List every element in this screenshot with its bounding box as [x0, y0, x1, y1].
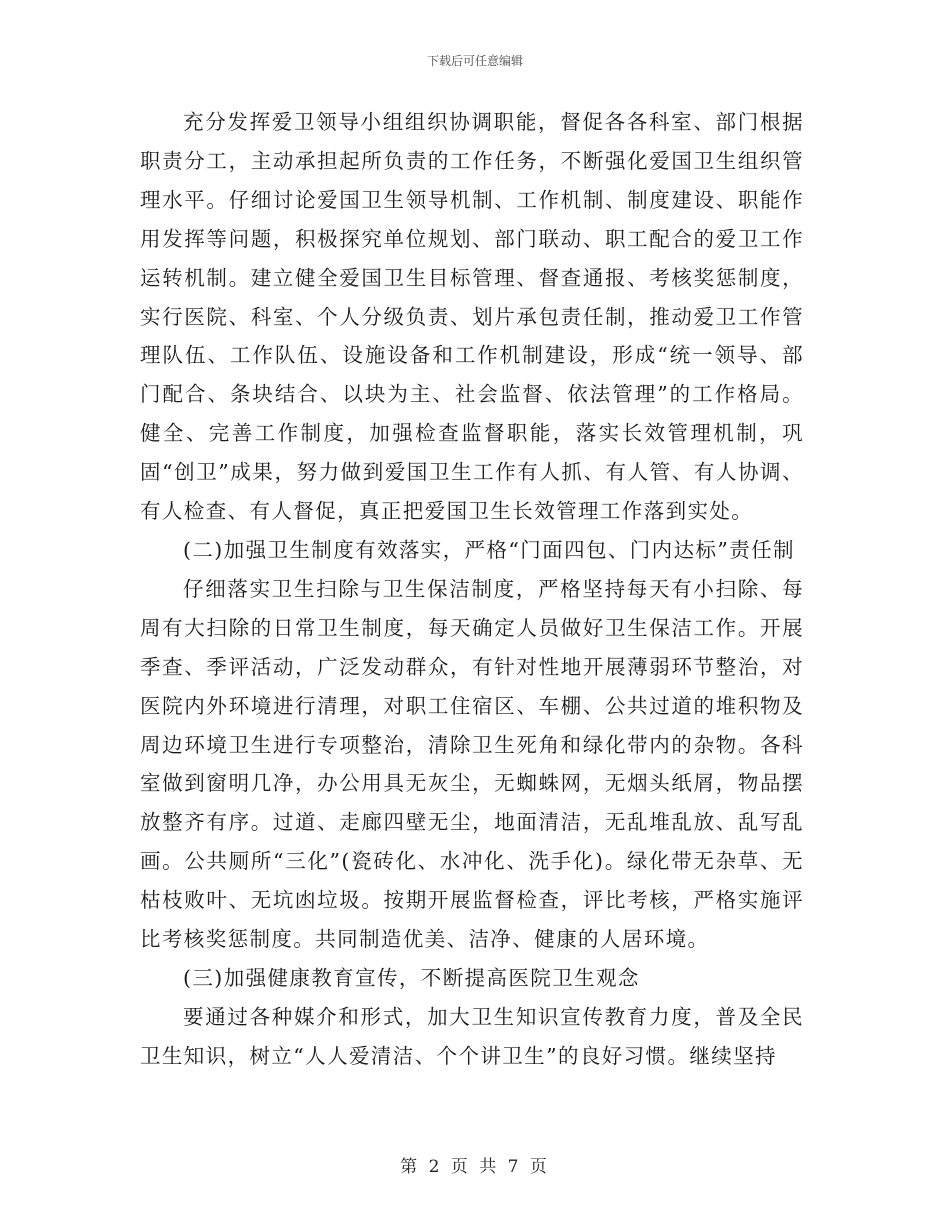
paragraph-2: 仔细落实卫生扫除与卫生保洁制度，严格坚持每天有小扫除、每周有大扫除的日常卫生制度，每天确定人员做好卫生保洁工作。开展季查、季评活动，广泛发动群众，有针对性地开展薄弱环节整治，对医院内外环境进行清理，对职工住宿区、车棚、公共过道的堆积物及周边环境卫生进行专项整治，清除卫生死角和绿化带内的杂物。各科室做到窗明几净，办公用具无灰尘，无蜘蛛网，无烟头纸屑，物品摆放整齐有序。过道、走廊四壁无尘，地面清洁，无乱堆乱放、乱写乱画。公共厕所“三化”(瓷砖化、水冲化、洗手化)。绿化带无杂草、无枯枝败叶、无坑凼垃圾。按期开展监督检查，评比考核，严格实施评比考核奖惩制度。共同制造优美、洁净、健康的人居环境。 [140, 576, 804, 952]
page-number: 第 2 页 共 7 页 [400, 1157, 550, 1177]
section-heading-2: (二)加强卫生制度有效落实，严格“门面四包、门内达标”责任制 [183, 537, 795, 562]
section-heading-3: (三)加强健康教育宣传，不断提高医院卫生观念 [183, 965, 640, 990]
paragraph-3: 要通过各种媒介和形式，加大卫生知识宣传教育力度，普及全民卫生知识，树立“人人爱清洁、个个讲卫生”的良好习惯。继续坚持 [140, 1004, 804, 1068]
paragraph-1: 充分发挥爱卫领导小组组织协调职能，督促各各科室、部门根据职责分工，主动承担起所负责的工作任务，不断强化爱国卫生组织管理水平。仔细讨论爱国卫生领导机制、工作机制、制度建设、职能作用发挥等问题，积极探究单位规划、部门联动、职工配合的爱卫工作运转机制。建立健全爱国卫生目标管理、督查通报、考核奖惩制度，实行医院、科室、个人分级负责、划片承包责任制，推动爱卫工作管理队伍、工作队伍、设施设备和工作机制建设，形成“统一领导、部门配合、条块结合、以块为主、社会监督、依法管理”的工作格局。健全、完善工作制度，加强检查监督职能，落实长效管理机制，巩固“创卫”成果，努力做到爱国卫生工作有人抓、有人管、有人协调、有人检查、有人督促，真正把爱国卫生长效管理工作落到实处。 [140, 110, 804, 524]
page-header: 下载后可任意编辑 [426, 54, 523, 68]
document-body [140, 103, 804, 1076]
